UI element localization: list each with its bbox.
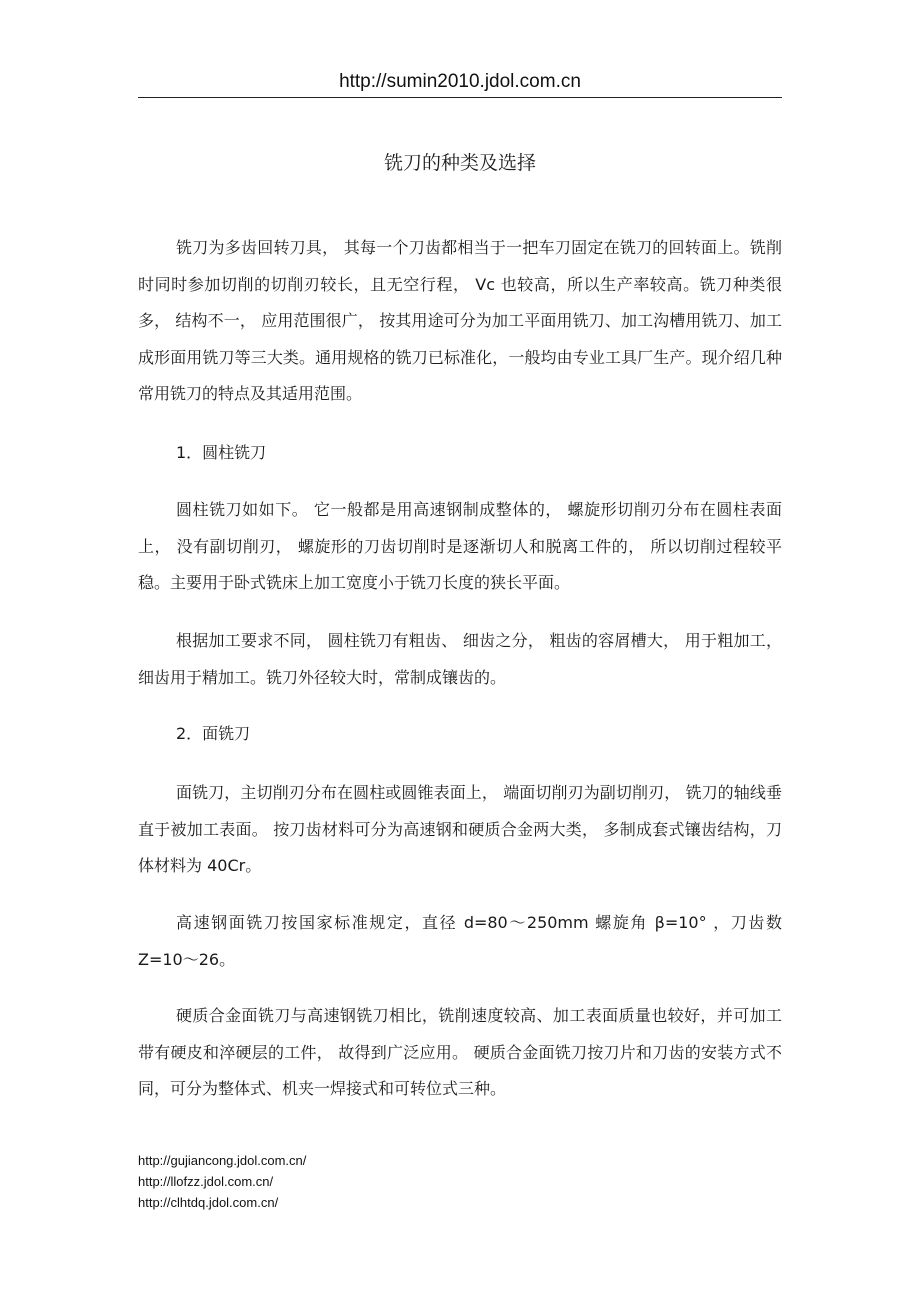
section-2-paragraph-2: 高速钢面铣刀按国家标准规定，直径 d=80～250mm 螺旋角 β=10° ，刀齿数 Z=10～26。	[138, 913, 782, 969]
section-2-heading: 2．面铣刀	[176, 724, 251, 743]
section-2-paragraph-1: 面铣刀，主切削刃分布在圆柱或圆锥表面上， 端面切削刃为副切削刃， 铣刀的轴线垂直于被加工表面。 按刀齿材料可分为高速钢和硬质合金两大类， 多制成套式镶齿结构，刀体材料为 40Cr。	[138, 783, 782, 875]
section-1-paragraph-2: 根据加工要求不同， 圆柱铣刀有粗齿、 细齿之分， 粗齿的容屑槽大， 用于粗加工，细齿用于精加工。铣刀外径较大时，常制成镶齿的。	[138, 631, 782, 687]
footer-link[interactable]: http://clhtdq.jdol.com.cn/	[138, 1195, 279, 1210]
intro-paragraph: 铣刀为多齿回转刀具， 其每一个刀齿都相当于一把车刀固定在铣刀的回转面上。铣削时同时参加切削的切削刃较长，且无空行程， Vc 也较高，所以生产率较高。铣刀种类很多， 结构不一， 应用范围很广， 按其用途可分为加工平面用铣刀、加工沟槽用铣刀、加工成形面用铣刀等三大类。通用规格的铣刀已标准化，一般均由专业工具厂生产。现介绍几种常用铣刀的特点及其适用范围。	[138, 238, 782, 403]
footer-links	[138, 1150, 306, 1213]
section-1-paragraph-1: 圆柱铣刀如如下。 它一般都是用高速钢制成整体的， 螺旋形切削刃分布在圆柱表面上， 没有副切削刃， 螺旋形的刀齿切削时是逐渐切人和脱离工件的， 所以切削过程较平稳。主要用于卧式铣床上加工宽度小于铣刀长度的狭长平面。	[138, 500, 782, 592]
section-2-paragraph-3: 硬质合金面铣刀与高速钢铣刀相比，铣削速度较高、加工表面质量也较好，并可加工带有硬皮和淬硬层的工件， 故得到广泛应用。 硬质合金面铣刀按刀片和刀齿的安装方式不同，可分为整体式、机夹一焊接式和可转位式三种。	[138, 1006, 782, 1098]
footer-link[interactable]: http://llofzz.jdol.com.cn/	[138, 1174, 274, 1189]
header-url[interactable]: http://sumin2010.jdol.com.cn	[339, 71, 581, 92]
footer-link[interactable]: http://gujiancong.jdol.com.cn/	[138, 1153, 307, 1168]
header-divider	[138, 97, 782, 98]
document-title: 铣刀的种类及选择	[383, 152, 536, 174]
section-1-heading: 1．圆柱铣刀	[176, 443, 267, 462]
